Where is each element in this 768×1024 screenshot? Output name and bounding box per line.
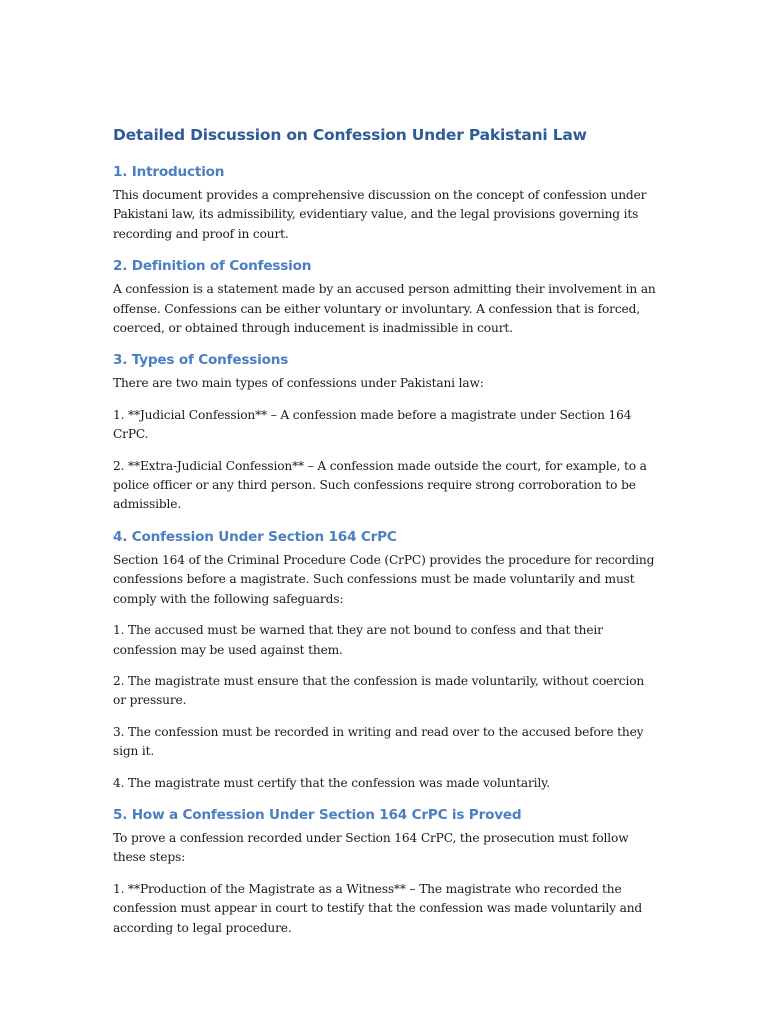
- paragraph: This document provides a comprehensive discussion on the concept of confession under Pakistani law, its admissibility, evidentiary value, and the legal provisions governing its recording and proof in court.: [113, 188, 647, 241]
- list-item: 2. **Extra-Judicial Confession** – A confession made outside the court, for example, to a police officer or any third person. Such confessions require strong corroboration to be admissible.: [113, 458, 647, 512]
- section-heading: 2. Definition of Confession: [113, 258, 312, 275]
- list-item: 1. The accused must be warned that they are not bound to confess and that their confession may be used against them.: [113, 623, 603, 657]
- paragraph: Section 164 of the Criminal Procedure Code (CrPC) provides the procedure for recording confessions before a magistrate. Such confessions must be made voluntarily and must comply with the following safeguards:: [113, 552, 655, 606]
- paragraph: To prove a confession recorded under Section 164 CrPC, the prosecution must follow these steps:: [113, 830, 629, 865]
- section-section-164: [113, 527, 658, 793]
- section-heading: 5. How a Confession Under Section 164 CrPC is Proved: [113, 806, 522, 823]
- section-heading: 4. Confession Under Section 164 CrPC: [113, 528, 397, 545]
- document-body: [113, 124, 658, 950]
- paragraph: There are two main types of confessions under Pakistani law:: [113, 376, 484, 391]
- list-item: 2. The magistrate must ensure that the confession is made voluntarily, without coercion or pressure.: [113, 673, 645, 708]
- paragraph: A confession is a statement made by an accused person admitting their involvement in an offense. Confessions can be either voluntary or involuntary. A confession that is forced, coerced, or obtained through inducement is inadmissible in court.: [113, 282, 656, 336]
- list-item: 3. The confession must be recorded in writing and read over to the accused before they sign it.: [113, 724, 644, 759]
- document-title: Detailed Discussion on Confession Under Pakistani Law: [113, 126, 587, 144]
- section-heading: 3. Types of Confessions: [113, 352, 289, 369]
- section-heading: 1. Introduction: [113, 164, 225, 180]
- section-types: [113, 350, 658, 514]
- section-definition: [113, 256, 658, 338]
- list-item: 1. **Production of the Magistrate as a Witness** – The magistrate who recorded the confession must appear in court to testify that the confession was made voluntarily and according to legal procedure.: [113, 881, 643, 935]
- list-item: 4. The magistrate must certify that the confession was made voluntarily.: [113, 775, 550, 790]
- section-introduction: [113, 162, 658, 244]
- section-proof: [113, 805, 658, 938]
- list-item: 1. **Judicial Confession** – A confession made before a magistrate under Section 164 CrPC.: [113, 407, 632, 442]
